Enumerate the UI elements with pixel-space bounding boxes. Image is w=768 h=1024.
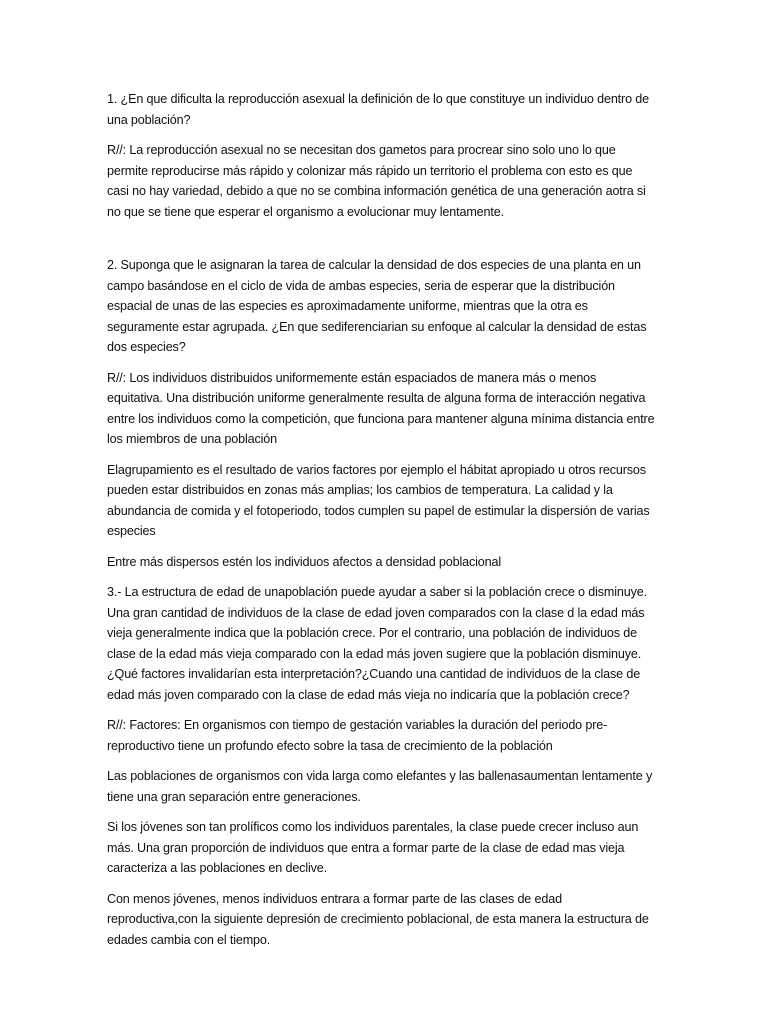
question-3: 3.- La estructura de edad de unapoblación puede ayudar a saber si la población crece o disminuye. Una gran cantidad de individuos de la clase de edad joven comparados con la clase d la edad más vieja generalmente indica que la población crece. Por el contrario, una población de individuos de clase de la edad más vieja comparado con la edad más joven sugiere que la población disminuye. ¿Qué factores invalidarían esta interpretación?¿Cuando una cantidad de individuos de la clase de edad más joven comparado con la clase de edad más vieja no indicaría que la población crece?	[107, 585, 647, 702]
answer-3-paragraph-4: Con menos jóvenes, menos individuos entrara a formar parte de las clases de edad reproductiva,con la siguiente depresión de crecimiento poblacional, de esta manera la estructura de edades cambia con el tiempo.	[107, 891, 649, 947]
question-2: 2. Suponga que le asignaran la tarea de calcular la densidad de dos especies de una planta en un campo basándose en el ciclo de vida de ambas especies, seria de esperar que la distribución espacial de unas de las especies es aproximadamente uniforme, mientras que la otra es seguramente estar agrupada. ¿En que sediferenciarian su enfoque al calcular la densidad de estas dos especies?	[107, 258, 647, 354]
answer-2-paragraph-2: Elagrupamiento es el resultado de varios factores por ejemplo el hábitat apropiado u otros recursos pueden estar distribuidos en zonas más amplias; los cambios de temperatura. La calidad y la abundancia de comida y el fotoperiodo, todos cumplen su papel de estimular la dispersión de varias especies	[107, 462, 650, 538]
question-1: 1. ¿En que dificulta la reproducción asexual la definición de lo que constituye un individuo dentro de una población?	[107, 92, 649, 127]
answer-3-paragraph-2: Las poblaciones de organismos con vida larga como elefantes y las ballenasaumentan lentamente y tiene una gran separación entre generaciones.	[107, 769, 653, 804]
answer-2-paragraph-3: Entre más dispersos estén los individuos afectos a densidad poblacional	[107, 554, 501, 569]
answer-2-paragraph-1: R//: Los individuos distribuidos uniformemente están espaciados de manera más o menos equitativa. Una distribución uniforme generalmente resulta de alguna forma de interacción negativa entre los individuos como la competición, que funciona para mantener alguna mínima distancia entre los miembros de una población	[107, 370, 655, 446]
answer-3-paragraph-1: R//: Factores: En organismos con tiempo de gestación variables la duración del periodo pre-reproductivo tiene un profundo efecto sobre la tasa de crecimiento de la población	[107, 718, 608, 753]
answer-3-paragraph-3: Si los jóvenes son tan prolíficos como los individuos parentales, la clase puede crecer incluso aun más. Una gran proporción de individuos que entra a formar parte de la clase de edad mas vieja caracteriza a las poblaciones en declive.	[107, 820, 639, 875]
answer-1: R//: La reproducción asexual no se necesitan dos gametos para procrear sino solo uno lo que permite reproducirse más rápido y colonizar más rápido un territorio el problema con esto es que casi no hay variedad, debido a que no se combina información genética de una generación aotra si no que se tiene que esperar el organismo a evolucionar muy lentamente.	[107, 143, 646, 219]
document-page	[107, 89, 655, 960]
